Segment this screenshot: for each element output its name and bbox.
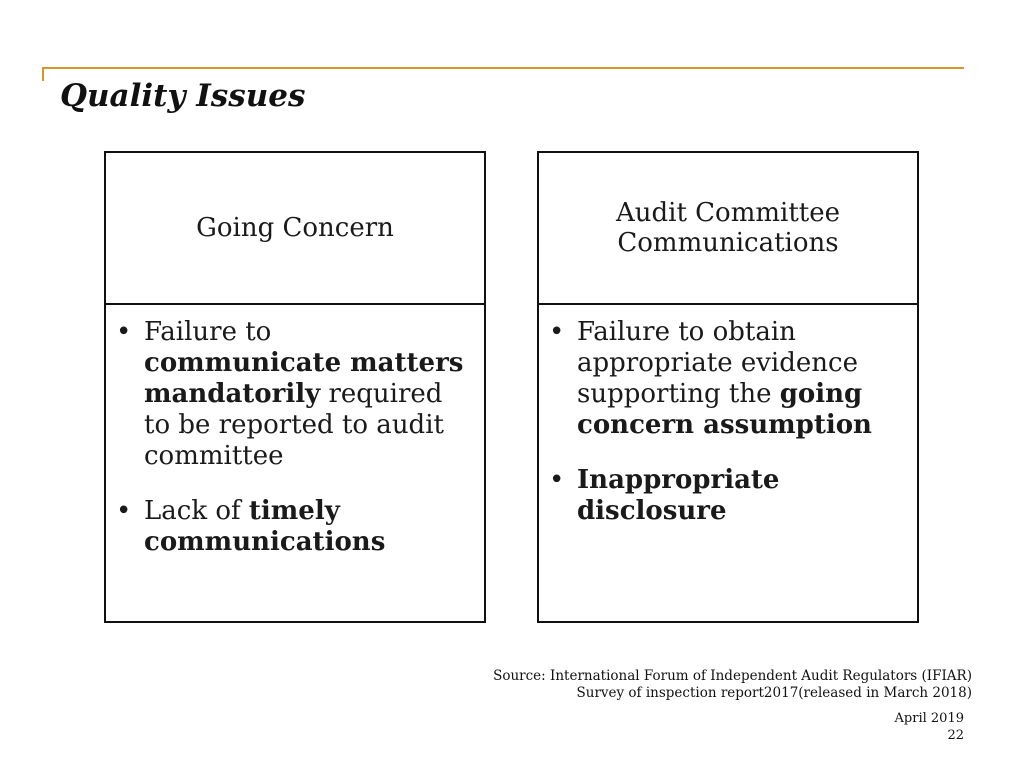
bullet-run: Failure to [144, 317, 272, 347]
bullet-text [144, 496, 470, 558]
bullet-run: Lack of [144, 496, 249, 526]
bullet-dot: • [116, 496, 132, 526]
bullet-dot: • [116, 317, 132, 347]
bullet-run-bold: going concern assumption [577, 379, 872, 440]
footer-date: April 2019 [894, 711, 964, 726]
card-going-concern [104, 151, 486, 623]
card-heading: Audit Committee Communications [615, 198, 841, 258]
header-rule-tick [42, 67, 44, 81]
bullet-item [549, 317, 903, 441]
card-heading: Going Concern [196, 213, 394, 243]
bullet-item [116, 496, 470, 558]
slide-title: Quality Issues [60, 78, 306, 114]
card-heading-box [106, 153, 484, 305]
bullet-run: required to be reported to audit committee [144, 379, 444, 471]
bullet-dot: • [549, 317, 565, 347]
card-heading-box [539, 153, 917, 305]
bullet-run-bold: Inappropriate disclosure [577, 465, 780, 526]
bullet-text [144, 317, 470, 472]
bullet-run-bold: timely communications [144, 496, 386, 557]
page-number: 22 [947, 728, 964, 743]
source-line-1: Source: International Forum of Independent Audit Regulators (IFIAR) [493, 668, 972, 684]
card-body [106, 305, 484, 558]
bullet-item [116, 317, 470, 472]
card-body [539, 305, 917, 527]
bullet-text [577, 465, 903, 527]
bullet-run: Failure to obtain appropriate evidence supporting the [577, 317, 858, 409]
card-audit-committee-communications [537, 151, 919, 623]
source-line-2: Survey of inspection report2017(released in March 2018) [576, 685, 972, 701]
bullet-item [549, 465, 903, 527]
bullet-run-bold: communicate matters mandatorily [144, 348, 464, 409]
slide-footer [895, 710, 964, 744]
source-citation [493, 668, 972, 702]
bullet-dot: • [549, 465, 565, 495]
header-rule [42, 67, 964, 69]
bullet-text [577, 317, 903, 441]
